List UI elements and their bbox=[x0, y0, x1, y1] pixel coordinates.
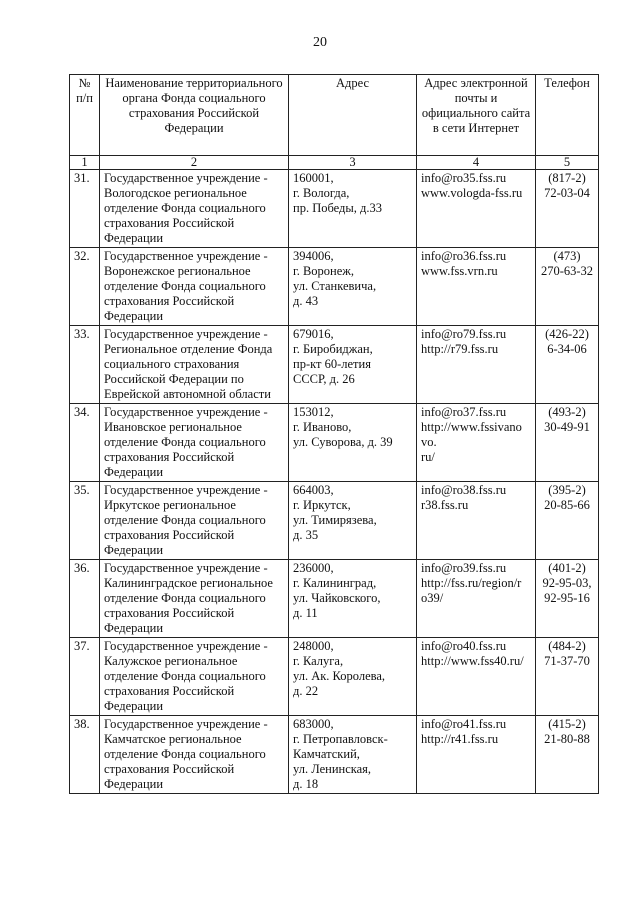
row-number: 34. bbox=[70, 404, 100, 482]
phone-line: 71-37-70 bbox=[544, 654, 590, 668]
row-number: 33. bbox=[70, 326, 100, 404]
address-line: ул. Ак. Королева, bbox=[293, 669, 386, 683]
office-contacts bbox=[417, 248, 536, 326]
address-line: 683000, bbox=[293, 717, 334, 731]
address-line: Камчатский, bbox=[293, 747, 360, 761]
phone-line: 20-85-66 bbox=[544, 498, 590, 512]
office-contacts bbox=[417, 404, 536, 482]
phone-line: 270-63-32 bbox=[540, 264, 594, 278]
phone-line: 6-34-06 bbox=[547, 342, 587, 356]
office-contacts bbox=[417, 482, 536, 560]
address-line: 153012, bbox=[293, 405, 334, 419]
contact-line: info@ro37.fss.ru bbox=[421, 405, 507, 419]
address-line: д. 43 bbox=[293, 294, 319, 308]
address-line: г. Иваново, bbox=[293, 420, 352, 434]
office-contacts bbox=[417, 326, 536, 404]
office-name: Государственное учреждение - Ивановское региональное отделение Фонда социального страхования Российской Федерации bbox=[100, 404, 289, 482]
phone-line: 72-03-04 bbox=[544, 186, 590, 200]
office-phone bbox=[536, 326, 599, 404]
address-line: 236000, bbox=[293, 561, 334, 575]
address-line: д. 35 bbox=[293, 528, 319, 542]
office-phone bbox=[536, 404, 599, 482]
office-name: Государственное учреждение - Калининградское региональное отделение Фонда социального страхования Российской Федерации bbox=[100, 560, 289, 638]
phone-line: (426-22) bbox=[545, 327, 589, 341]
office-phone bbox=[536, 482, 599, 560]
contact-line: info@ro41.fss.ru bbox=[421, 717, 507, 731]
column-index: 4 bbox=[417, 156, 536, 170]
address-line: пр-кт 60-летия bbox=[293, 357, 371, 371]
address-line: г. Иркутск, bbox=[293, 498, 351, 512]
fss-offices-table bbox=[69, 74, 599, 794]
row-number: 37. bbox=[70, 638, 100, 716]
contact-line: www.vologda-fss.ru bbox=[421, 186, 523, 200]
table-row bbox=[70, 170, 599, 248]
header-name: Наименование территориального органа Фонда социального страхования Российской Федерации bbox=[100, 75, 289, 156]
office-phone bbox=[536, 170, 599, 248]
office-contacts bbox=[417, 716, 536, 794]
office-name: Государственное учреждение - Воронежское региональное отделение Фонда социального страхования Российской Федерации bbox=[100, 248, 289, 326]
phone-line: (484-2) bbox=[548, 639, 586, 653]
address-line: СССР, д. 26 bbox=[293, 372, 355, 386]
page-number: 20 bbox=[313, 35, 327, 50]
address-line: г. Воронеж, bbox=[293, 264, 355, 278]
contact-line: info@ro36.fss.ru bbox=[421, 249, 507, 263]
office-address bbox=[289, 638, 417, 716]
contact-line: info@ro39.fss.ru bbox=[421, 561, 507, 575]
office-phone bbox=[536, 638, 599, 716]
office-address bbox=[289, 560, 417, 638]
address-line: д. 18 bbox=[293, 777, 319, 791]
column-index-row bbox=[70, 156, 599, 170]
table-row bbox=[70, 716, 599, 794]
contact-line: r38.fss.ru bbox=[421, 498, 469, 512]
phone-line: (473) bbox=[553, 249, 581, 263]
contact-line: o39/ bbox=[421, 591, 444, 605]
office-address bbox=[289, 170, 417, 248]
address-line: г. Биробиджан, bbox=[293, 342, 373, 356]
contact-line: ru/ bbox=[421, 450, 435, 464]
phone-line: (493-2) bbox=[548, 405, 586, 419]
office-contacts bbox=[417, 170, 536, 248]
office-contacts bbox=[417, 560, 536, 638]
table-body bbox=[70, 170, 599, 794]
table-row bbox=[70, 560, 599, 638]
contact-line: info@ro79.fss.ru bbox=[421, 327, 507, 341]
row-number: 31. bbox=[70, 170, 100, 248]
contact-line: http://fss.ru/region/r bbox=[421, 576, 522, 590]
address-line: ул. Чайковского, bbox=[293, 591, 381, 605]
contact-line: http://r41.fss.ru bbox=[421, 732, 499, 746]
address-line: г. Калининград, bbox=[293, 576, 377, 590]
office-address bbox=[289, 482, 417, 560]
contact-line: www.fss.vrn.ru bbox=[421, 264, 498, 278]
address-line: ул. Ленинская, bbox=[293, 762, 372, 776]
table-row bbox=[70, 638, 599, 716]
address-line: ул. Станкевича, bbox=[293, 279, 377, 293]
row-number: 36. bbox=[70, 560, 100, 638]
column-index: 2 bbox=[100, 156, 289, 170]
phone-line: (395-2) bbox=[548, 483, 586, 497]
phone-line: 30-49-91 bbox=[544, 420, 590, 434]
office-name: Государственное учреждение - Камчатское региональное отделение Фонда социального страхования Российской Федерации bbox=[100, 716, 289, 794]
address-line: 394006, bbox=[293, 249, 334, 263]
phone-line: 92-95-16 bbox=[544, 591, 590, 605]
address-line: ул. Суворова, д. 39 bbox=[293, 435, 393, 449]
phone-line: (415-2) bbox=[548, 717, 586, 731]
column-index: 5 bbox=[536, 156, 599, 170]
header-email: Адрес электронной почты и официального сайта в сети Интернет bbox=[417, 75, 536, 156]
office-name: Государственное учреждение - Калужское региональное отделение Фонда социального страхования Российской Федерации bbox=[100, 638, 289, 716]
office-address bbox=[289, 404, 417, 482]
phone-line: (401-2) bbox=[548, 561, 586, 575]
address-line: 664003, bbox=[293, 483, 334, 497]
row-number: 38. bbox=[70, 716, 100, 794]
address-line: 248000, bbox=[293, 639, 334, 653]
address-line: д. 22 bbox=[293, 684, 319, 698]
table-row bbox=[70, 326, 599, 404]
office-phone bbox=[536, 248, 599, 326]
contact-line: info@ro40.fss.ru bbox=[421, 639, 507, 653]
header-address: Адрес bbox=[289, 75, 417, 156]
address-line: г. Калуга, bbox=[293, 654, 344, 668]
contact-line: info@ro38.fss.ru bbox=[421, 483, 507, 497]
phone-line: (817-2) bbox=[548, 171, 586, 185]
address-line: 160001, bbox=[293, 171, 334, 185]
office-address bbox=[289, 326, 417, 404]
table-row bbox=[70, 482, 599, 560]
office-name: Государственное учреждение - Иркутское региональное отделение Фонда социального страхования Российской Федерации bbox=[100, 482, 289, 560]
header-row bbox=[70, 75, 599, 156]
table-row bbox=[70, 248, 599, 326]
address-line: пр. Победы, д.33 bbox=[293, 201, 383, 215]
contact-line: http://www.fssivano bbox=[421, 420, 522, 434]
column-index: 1 bbox=[70, 156, 100, 170]
contact-line: vo. bbox=[421, 435, 437, 449]
office-name: Государственное учреждение - Региональное отделение Фонда социального страхования Российской Федерации по Еврейской автономной области bbox=[100, 326, 289, 404]
office-phone bbox=[536, 560, 599, 638]
table-row bbox=[70, 404, 599, 482]
address-line: г. Петропавловск- bbox=[293, 732, 388, 746]
office-contacts bbox=[417, 638, 536, 716]
phone-line: 92-95-03, bbox=[542, 576, 592, 590]
office-name: Государственное учреждение - Вологодское региональное отделение Фонда социального страхования Российской Федерации bbox=[100, 170, 289, 248]
row-number: 35. bbox=[70, 482, 100, 560]
contact-line: http://r79.fss.ru bbox=[421, 342, 499, 356]
office-address bbox=[289, 716, 417, 794]
row-number: 32. bbox=[70, 248, 100, 326]
address-line: д. 11 bbox=[293, 606, 318, 620]
address-line: 679016, bbox=[293, 327, 334, 341]
phone-line: 21-80-88 bbox=[544, 732, 590, 746]
address-line: г. Вологда, bbox=[293, 186, 350, 200]
column-index: 3 bbox=[289, 156, 417, 170]
header-num: № п/п bbox=[70, 75, 100, 156]
office-phone bbox=[536, 716, 599, 794]
contact-line: info@ro35.fss.ru bbox=[421, 171, 507, 185]
address-line: ул. Тимирязева, bbox=[293, 513, 377, 527]
contact-line: http://www.fss40.ru/ bbox=[421, 654, 524, 668]
header-phone: Телефон bbox=[536, 75, 599, 156]
office-address bbox=[289, 248, 417, 326]
